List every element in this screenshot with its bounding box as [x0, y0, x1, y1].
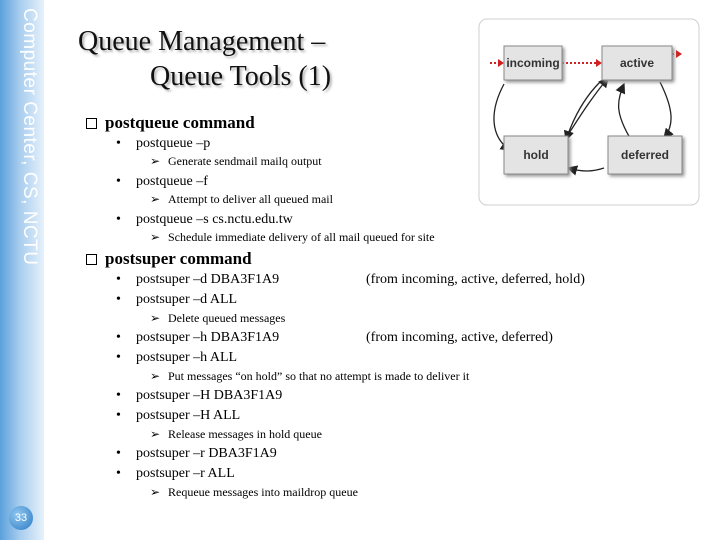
arrow-bullet-icon: ➢ — [150, 230, 161, 244]
title-line-2: Queue Tools (1) — [150, 61, 332, 92]
section-heading-postqueue: postqueue command — [86, 113, 255, 133]
bullet-dot-icon: • — [116, 408, 121, 423]
bullet-dot-icon: • — [116, 466, 121, 481]
sidebar-title: Computer Center, CS, NCTU — [19, 8, 40, 266]
page-number: 33 — [9, 506, 33, 530]
sub-bullet-item: ➢ Requeue messages into maildrop queue — [150, 485, 358, 499]
bullet-dot-icon: • — [116, 388, 121, 403]
section-heading-postsuper: postsuper command — [86, 249, 252, 269]
incoming-label: incoming — [506, 56, 560, 70]
checkbox-bullet-icon — [86, 254, 97, 265]
bullet-dot-icon: • — [116, 272, 121, 287]
bullet-item: • postsuper –d ALL — [116, 292, 238, 307]
hold-label: hold — [523, 148, 549, 162]
checkbox-bullet-icon — [86, 118, 97, 129]
hold-box — [504, 136, 568, 174]
bullet-item: • postsuper –r DBA3F1A9 — [116, 446, 277, 461]
sub-bullet-item: ➢ Put messages “on hold” so that no attempt is made to deliver it — [150, 369, 470, 383]
active-label: active — [619, 56, 655, 70]
sidebar — [0, 0, 44, 540]
bullet-item: • postqueue –f — [116, 174, 208, 189]
sub-bullet-item: ➢ Generate sendmail mailq output — [150, 154, 322, 168]
arrow-bullet-icon: ➢ — [150, 311, 161, 325]
arrow-bullet-icon: ➢ — [150, 154, 161, 168]
queue-note: (from incoming, active, deferred, hold) — [366, 272, 585, 287]
deferred-box — [608, 136, 682, 174]
arrow-bullet-icon: ➢ — [150, 369, 161, 383]
bullet-dot-icon: • — [116, 292, 121, 307]
bullet-item: • postsuper –d DBA3F1A9 — [116, 272, 280, 287]
sub-bullet-item: ➢ Schedule immediate delivery of all mail queued for site — [150, 230, 435, 244]
bullet-item: • postsuper –H DBA3F1A9 — [116, 388, 283, 403]
arrow-bullet-icon: ➢ — [150, 485, 161, 499]
queue-note: (from incoming, active, deferred) — [366, 330, 553, 345]
bullet-item: • postsuper –h DBA3F1A9 — [116, 330, 280, 345]
deferred-label: deferred — [620, 148, 670, 162]
incoming-box — [504, 46, 562, 80]
bullet-dot-icon: • — [116, 136, 121, 151]
bullet-item: • postsuper –h ALL — [116, 350, 238, 365]
bullet-item: • postqueue –p — [116, 136, 211, 151]
bullet-dot-icon: • — [116, 330, 121, 345]
arrow-bullet-icon: ➢ — [150, 427, 161, 441]
page-title — [78, 24, 331, 94]
bullet-dot-icon: • — [116, 174, 121, 189]
sub-bullet-item: ➢ Delete queued messages — [150, 311, 286, 325]
active-box — [602, 46, 672, 80]
sub-bullet-item: ➢ Attempt to deliver all queued mail — [150, 192, 333, 206]
bullet-dot-icon: • — [116, 212, 121, 227]
title-line-1: Queue Management – — [78, 26, 326, 57]
bullet-item: • postqueue –s cs.nctu.edu.tw — [116, 212, 293, 227]
arrow-bullet-icon: ➢ — [150, 192, 161, 206]
queue-diagram — [478, 18, 700, 206]
bullet-dot-icon: • — [116, 350, 121, 365]
bullet-item: • postsuper –H ALL — [116, 408, 241, 423]
bullet-dot-icon: • — [116, 446, 121, 461]
sub-bullet-item: ➢ Release messages in hold queue — [150, 427, 322, 441]
bullet-item: • postsuper –r ALL — [116, 466, 235, 481]
